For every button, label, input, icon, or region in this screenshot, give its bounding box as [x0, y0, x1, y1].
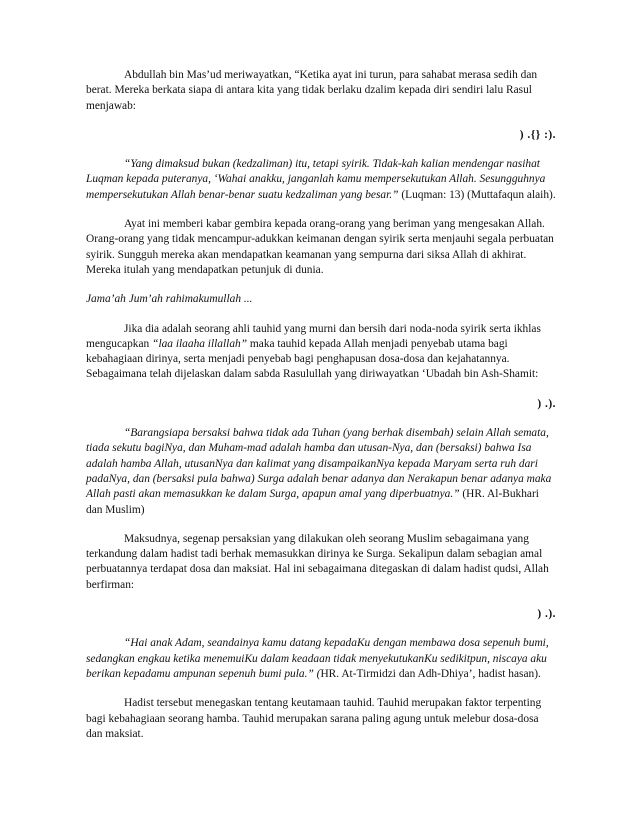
- paragraph-tauhid-kalimah: “laa ilaaha illallah”: [152, 337, 248, 350]
- jamaah-heading: Jama’ah Jum’ah rahimakumullah ...: [86, 293, 253, 306]
- paragraph-tauhid: [86, 322, 556, 383]
- paragraph-intro: Abdullah bin Mas’ud meriwayatkan, “Ketika ayat ini turun, para sahabat merasa sedih dan berat. Mereka berkata siapa di antara kita yang tidak berlaku dzalim kepada diri sendiri lalu Rasul menjawab:: [86, 69, 538, 112]
- quote-2-text: “Barangsiapa bersaksi bahwa tidak ada Tuhan (yang berhak disembah) selain Allah semata, tiada sekutu bagiNya, dan Muham-mad adalah hamba dan utusan-Nya, dan (bersaksi) bahwa Isa adalah hamba Allah, utusanNya dan kalimat yang disampaikanNya kepada Maryam serta ruh dari padaNya, dan (bersaksi pula bahwa) Surga adalah benar adanya dan Nerakapun benar adanya maka Allah pasti akan memasukkan ke dalam Surga, apapun amal yang diperbuatnya.”: [86, 427, 552, 501]
- paragraph-explanation: Ayat ini memberi kabar gembira kepada orang-orang yang beriman yang mengesakan Allah. Orang-orang yang tidak mencampur-adukkan keimanan dengan syirik serta menjauhi segala perbuatan syirik. Sungguh mereka akan mendapatkan keamanan yang sempurna dari siksa Allah di akhirat. Mereka itulah yang mendapatkan petunjuk di dunia.: [86, 218, 554, 276]
- paragraph-quote-2: [86, 426, 556, 518]
- document-page: [86, 68, 556, 756]
- paragraph-meaning: Maksudnya, segenap persaksian yang dilakukan oleh seorang Muslim sebagaimana yang terkandung dalam hadist tadi berhak memasukkan dirinya ke Surga. Sekalipun dalam sebagian amal perbuatannya terdapat dosa dan maksiat. Hal ini sebagaimana ditegaskan di dalam hadist qudsi, Allah berfirman:: [86, 532, 549, 591]
- paragraph-quote-1: [86, 157, 556, 203]
- quote-1-text: “Yang dimaksud bukan (kedzaliman) itu, tetapi syirik. Tidak-kah kalian mendengar nasihat Luqman kepada puteranya, ‘Wahai anakku, janganlah kamu mempersekutukan Allah. Sesungguhnya mempersekutukan Allah benar-benar suatu kedzaliman yang besar.”: [86, 158, 546, 201]
- paragraph-tauhid-part-b: maka tauhid kepada Allah menjadi penyebab utama bagi kebahagiaan dirinya, serta menjadi penyebab bagi penghapusan dosa-dosa dan kejahatannya. Sebagaimana telah dijelaskan dalam sabda Rasulullah yang diriwayatkan ‘Ubadah bin Ash-Shamit:: [86, 337, 539, 381]
- quote-2-reference: (HR. Al-Bukhari dan Muslim): [86, 488, 539, 516]
- quote-3-text: “Hai anak Adam, seandainya kamu datang kepadaKu dengan membawa dosa sepenuh bumi, sedangkan engkau ketika menemuiKu dalam keadaan tidak menyekutukanKu sedikitpun, niscaya aku berikan kepadamu ampunan sepenuh bumi pula.” (: [86, 637, 549, 680]
- quote-1-reference: (Luqman: 13) (Muttafaqun alaih).: [401, 188, 556, 201]
- arabic-text-2: ) .).: [537, 397, 556, 410]
- paragraph-conclusion: Hadist tersebut menegaskan tentang keutamaan tauhid. Tauhid merupakan faktor terpenting bagi kebahagiaan seorang hamba. Tauhid merupakan sarana paling agung untuk melebur dosa-dosa dan maksiat.: [86, 697, 542, 740]
- paragraph-tauhid-part-a: Jika dia adalah seorang ahli tauhid yang murni dan bersih dari noda-noda syirik serta ikhlas mengucapkan: [86, 322, 541, 350]
- arabic-text-3: ) .).: [537, 608, 556, 621]
- arabic-text-1: ) .{} :).: [519, 128, 556, 141]
- paragraph-quote-3: [86, 636, 556, 682]
- quote-3-reference: HR. At-Tirmidzi dan Adh-Dhiya’, hadist hasan).: [320, 667, 541, 680]
